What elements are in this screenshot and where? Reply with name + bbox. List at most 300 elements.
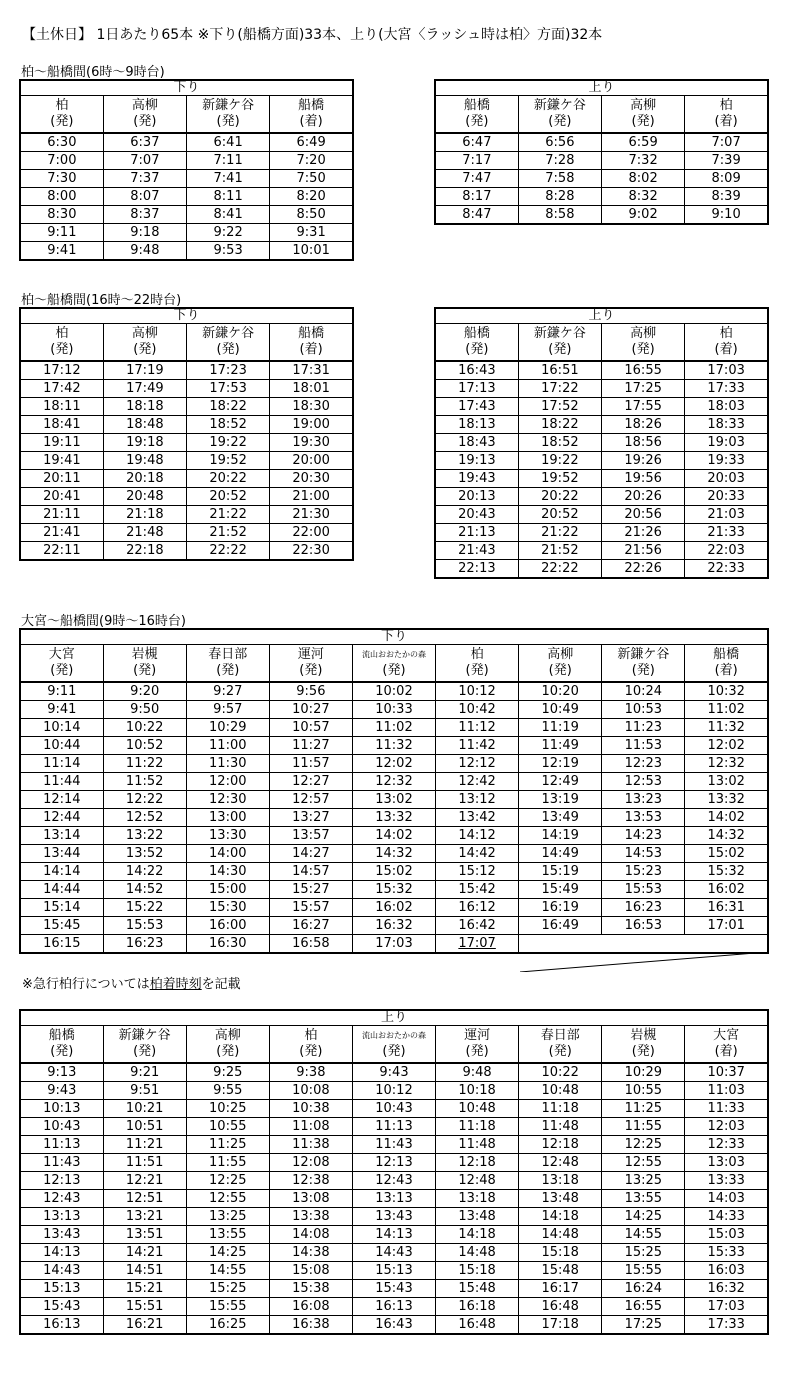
time-cell: 15:33: [685, 1244, 768, 1262]
time-cell: 9:11: [20, 682, 103, 701]
table-row: [20, 1136, 768, 1154]
time-cell: [685, 935, 768, 954]
time-cell: 13:12: [436, 791, 519, 809]
time-cell: 18:52: [187, 416, 270, 434]
time-cell: 14:55: [186, 1262, 269, 1280]
time-cell: 15:55: [186, 1298, 269, 1316]
station-name: 船橋: [463, 98, 490, 113]
station-header: [602, 324, 685, 362]
table-row: [435, 133, 768, 152]
time-cell: 20:52: [187, 488, 270, 506]
time-cell: 14:13: [352, 1226, 435, 1244]
station-name: 柏: [55, 98, 69, 113]
section-title-omiya-funabashi: [21, 610, 186, 629]
time-cell: 14:32: [685, 827, 768, 845]
table-row: [20, 845, 768, 863]
time-cell: 9:27: [186, 682, 269, 701]
time-cell: 18:30: [270, 398, 353, 416]
time-cell: 13:03: [685, 1154, 768, 1172]
time-cell: 8:39: [685, 188, 768, 206]
table-row: [20, 701, 768, 719]
table-row: [20, 152, 353, 170]
time-cell: 13:33: [685, 1172, 768, 1190]
table-row: [435, 524, 768, 542]
time-cell: 8:47: [435, 206, 518, 225]
station-name: 大宮: [48, 647, 75, 662]
time-cell: 10:48: [519, 1082, 602, 1100]
time-cell: 9:56: [269, 682, 352, 701]
schedule-header: 【土休日】 1日あたり65本 ※下り(船橋方面)33本、上り(大宮〈ラッシュ時は柏〉方面)32本: [22, 27, 603, 43]
time-cell: 7:30: [20, 170, 103, 188]
time-cell: 13:48: [519, 1190, 602, 1208]
time-cell: 15:45: [20, 917, 103, 935]
time-cell: 18:26: [602, 416, 685, 434]
time-cell: 22:11: [20, 542, 103, 561]
station-name: 新鎌ケ谷: [617, 647, 670, 662]
time-cell: 14:30: [186, 863, 269, 881]
station-header: [436, 1026, 519, 1064]
time-cell: 14:32: [352, 845, 435, 863]
station-arrival-departure: (発): [216, 1044, 240, 1059]
table-row: [20, 206, 353, 224]
time-cell: 10:22: [103, 719, 186, 737]
time-cell: [519, 935, 602, 954]
station-header: [352, 645, 435, 683]
table-row: [435, 506, 768, 524]
time-cell: 15:43: [20, 1298, 103, 1316]
time-cell: 10:53: [602, 701, 685, 719]
time-cell: 15:53: [103, 917, 186, 935]
time-cell: 16:48: [436, 1316, 519, 1335]
time-cell: 17:18: [519, 1316, 602, 1335]
time-cell: 16:43: [352, 1316, 435, 1335]
time-cell: 14:55: [602, 1226, 685, 1244]
station-arrival-departure: (発): [548, 114, 572, 129]
station-arrival-departure: (着): [714, 114, 738, 129]
station-header: [187, 96, 270, 134]
station-name: 春日部: [540, 1028, 580, 1043]
time-cell: 10:29: [602, 1063, 685, 1082]
time-cell: 17:31: [270, 361, 353, 380]
station-header: [435, 324, 518, 362]
time-cell: 14:18: [436, 1226, 519, 1244]
time-cell: 10:13: [20, 1100, 103, 1118]
time-cell: 9:55: [186, 1082, 269, 1100]
time-cell: 17:53: [187, 380, 270, 398]
time-cell: 8:58: [518, 206, 601, 225]
time-cell: 16:30: [186, 935, 269, 954]
time-cell: 16:00: [186, 917, 269, 935]
time-cell: 17:03: [352, 935, 435, 954]
time-cell: 6:41: [187, 133, 270, 152]
time-cell: 17:07: [436, 935, 519, 954]
station-header: [186, 1026, 269, 1064]
time-cell: 6:30: [20, 133, 103, 152]
time-cell: 12:48: [436, 1172, 519, 1190]
station-name: 新鎌ケ谷: [533, 326, 586, 341]
station-arrival-departure: (着): [299, 342, 323, 357]
time-cell: 20:30: [270, 470, 353, 488]
station-header: [602, 1026, 685, 1064]
time-cell: 9:41: [20, 701, 103, 719]
time-cell: 11:55: [186, 1154, 269, 1172]
time-cell: 17:19: [103, 361, 186, 380]
time-cell: 10:20: [519, 682, 602, 701]
time-cell: 19:18: [103, 434, 186, 452]
time-cell: 14:48: [519, 1226, 602, 1244]
table-row: [20, 1172, 768, 1190]
table-row: [20, 542, 353, 561]
time-cell: 11:55: [602, 1118, 685, 1136]
time-cell: 11:02: [352, 719, 435, 737]
time-cell: 21:43: [435, 542, 518, 560]
time-cell: 11:13: [352, 1118, 435, 1136]
station-header: [685, 1026, 768, 1064]
time-cell: 15:19: [519, 863, 602, 881]
time-cell: 12:38: [269, 1172, 352, 1190]
time-cell: 11:49: [519, 737, 602, 755]
time-cell: 20:18: [103, 470, 186, 488]
time-cell: 15:27: [269, 881, 352, 899]
time-cell: 13:18: [436, 1190, 519, 1208]
time-cell: 22:26: [602, 560, 685, 579]
time-cell: 13:53: [602, 809, 685, 827]
time-cell: 13:02: [685, 773, 768, 791]
time-cell: 14:25: [186, 1244, 269, 1262]
time-cell: 19:33: [685, 452, 768, 470]
time-cell: 12:25: [602, 1136, 685, 1154]
table-row: [20, 170, 353, 188]
time-cell: 14:57: [269, 863, 352, 881]
time-cell: 9:22: [187, 224, 270, 242]
time-cell: 17:13: [435, 380, 518, 398]
table-row: [20, 488, 353, 506]
time-cell: 11:43: [20, 1154, 103, 1172]
time-cell: 11:27: [269, 737, 352, 755]
station-arrival-departure: (発): [216, 342, 240, 357]
time-cell: 11:12: [436, 719, 519, 737]
time-cell: 7:41: [187, 170, 270, 188]
time-cell: 17:42: [20, 380, 103, 398]
time-cell: 14:19: [519, 827, 602, 845]
time-cell: 11:25: [602, 1100, 685, 1118]
time-cell: 19:22: [518, 452, 601, 470]
table-row: [20, 380, 353, 398]
station-name: 船橋: [463, 326, 490, 341]
time-cell: 11:44: [20, 773, 103, 791]
timetable-funabashi-omiya-up: [19, 1009, 769, 1335]
time-cell: 20:03: [685, 470, 768, 488]
time-cell: 12:43: [352, 1172, 435, 1190]
time-cell: 12:32: [685, 755, 768, 773]
time-cell: 9:13: [20, 1063, 103, 1082]
table-row: [20, 224, 353, 242]
time-cell: 19:30: [270, 434, 353, 452]
time-cell: 22:30: [270, 542, 353, 561]
table-row: [435, 488, 768, 506]
time-cell: 17:55: [602, 398, 685, 416]
table-row: [435, 152, 768, 170]
time-cell: 20:00: [270, 452, 353, 470]
time-cell: 11:48: [519, 1118, 602, 1136]
time-cell: 16:55: [602, 1298, 685, 1316]
time-cell: 15:18: [436, 1262, 519, 1280]
time-cell: 22:13: [435, 560, 518, 579]
time-cell: 11:08: [269, 1118, 352, 1136]
time-cell: 12:22: [103, 791, 186, 809]
station-name: 岩槻: [131, 647, 158, 662]
time-cell: 15:08: [269, 1262, 352, 1280]
time-cell: 12:19: [519, 755, 602, 773]
station-arrival-departure: (発): [50, 342, 74, 357]
time-cell: 7:32: [602, 152, 685, 170]
time-cell: 9:02: [602, 206, 685, 225]
time-cell: 14:49: [519, 845, 602, 863]
station-arrival-departure: (発): [133, 114, 157, 129]
station-header: [270, 96, 353, 134]
time-cell: 6:59: [602, 133, 685, 152]
time-cell: 9:53: [187, 242, 270, 261]
station-name: 柏: [719, 326, 733, 341]
time-cell: 14:08: [269, 1226, 352, 1244]
time-cell: 8:11: [187, 188, 270, 206]
time-cell: 15:03: [685, 1226, 768, 1244]
station-name: 高柳: [547, 647, 574, 662]
station-header: [685, 645, 768, 683]
time-cell: 12:14: [20, 791, 103, 809]
time-cell: 12:55: [186, 1190, 269, 1208]
table-row: [20, 935, 768, 954]
time-cell: 17:43: [435, 398, 518, 416]
time-cell: 19:13: [435, 452, 518, 470]
station-name: 高柳: [630, 326, 657, 341]
time-cell: 20:43: [435, 506, 518, 524]
time-cell: 8:32: [602, 188, 685, 206]
time-cell: 15:13: [20, 1280, 103, 1298]
table-row: [20, 827, 768, 845]
time-cell: 7:50: [270, 170, 353, 188]
time-cell: 13:23: [602, 791, 685, 809]
section-title-text: 柏～船橋間(16時～22時台): [21, 293, 182, 308]
time-cell: 15:21: [103, 1280, 186, 1298]
time-cell: 20:52: [518, 506, 601, 524]
table-row: [20, 1118, 768, 1136]
time-cell: 14:03: [685, 1190, 768, 1208]
time-cell: 19:22: [187, 434, 270, 452]
table-row: [20, 682, 768, 701]
time-cell: 18:22: [187, 398, 270, 416]
time-cell: 20:22: [518, 488, 601, 506]
time-cell: 17:25: [602, 380, 685, 398]
time-cell: 15:25: [186, 1280, 269, 1298]
time-cell: 22:00: [270, 524, 353, 542]
time-cell: 18:18: [103, 398, 186, 416]
time-cell: 21:56: [602, 542, 685, 560]
time-cell: 9:25: [186, 1063, 269, 1082]
time-cell: 12:49: [519, 773, 602, 791]
station-arrival-departure: (着): [714, 342, 738, 357]
time-cell: 13:49: [519, 809, 602, 827]
time-cell: 15:14: [20, 899, 103, 917]
table-row: [20, 416, 353, 434]
station-arrival-departure: (発): [465, 114, 489, 129]
direction-label: 下り: [20, 308, 353, 324]
direction-label: 下り: [20, 80, 353, 96]
time-cell: 11:18: [519, 1100, 602, 1118]
time-cell: 11:42: [436, 737, 519, 755]
time-cell: 7:37: [103, 170, 186, 188]
table-row: [20, 863, 768, 881]
station-header: [685, 324, 768, 362]
time-cell: 18:48: [103, 416, 186, 434]
time-cell: 15:25: [602, 1244, 685, 1262]
time-cell: 16:15: [20, 935, 103, 954]
time-cell: 14:42: [436, 845, 519, 863]
time-cell: 9:11: [20, 224, 103, 242]
time-cell: 15:57: [269, 899, 352, 917]
time-cell: 16:49: [519, 917, 602, 935]
station-arrival-departure: (着): [299, 114, 323, 129]
station-arrival-departure: (発): [299, 663, 323, 678]
time-cell: 8:07: [103, 188, 186, 206]
time-cell: 8:30: [20, 206, 103, 224]
time-cell: 13:51: [103, 1226, 186, 1244]
time-cell: 13:32: [352, 809, 435, 827]
time-cell: 18:43: [435, 434, 518, 452]
time-cell: 10:12: [352, 1082, 435, 1100]
station-header: [20, 324, 103, 362]
station-header: [186, 645, 269, 683]
station-arrival-departure: (発): [631, 663, 655, 678]
time-cell: 12:08: [269, 1154, 352, 1172]
time-cell: 21:30: [270, 506, 353, 524]
time-cell: 16:13: [352, 1298, 435, 1316]
station-arrival-departure: (発): [548, 663, 572, 678]
time-cell: 10:43: [352, 1100, 435, 1118]
time-cell: 21:52: [187, 524, 270, 542]
time-cell: 21:18: [103, 506, 186, 524]
station-header: [20, 1026, 103, 1064]
time-cell: 17:23: [187, 361, 270, 380]
time-cell: 17:49: [103, 380, 186, 398]
time-cell: 14:53: [602, 845, 685, 863]
time-cell: 17:52: [518, 398, 601, 416]
table-row: [20, 773, 768, 791]
time-cell: 19:00: [270, 416, 353, 434]
time-cell: 16:43: [435, 361, 518, 380]
station-header: [436, 645, 519, 683]
time-cell: 8:09: [685, 170, 768, 188]
time-cell: 20:11: [20, 470, 103, 488]
time-cell: 9:10: [685, 206, 768, 225]
time-cell: 8:28: [518, 188, 601, 206]
station-name: 春日部: [208, 647, 248, 662]
time-cell: 22:03: [685, 542, 768, 560]
station-name: 高柳: [630, 98, 657, 113]
time-cell: 10:18: [436, 1082, 519, 1100]
time-cell: 13:13: [20, 1208, 103, 1226]
time-cell: 15:22: [103, 899, 186, 917]
table-row: [20, 1190, 768, 1208]
time-cell: 15:30: [186, 899, 269, 917]
time-cell: 10:55: [186, 1118, 269, 1136]
note-text-post: を記載: [201, 977, 241, 992]
station-arrival-departure: (発): [382, 1044, 406, 1059]
time-cell: 13:55: [186, 1226, 269, 1244]
time-cell: 14:44: [20, 881, 103, 899]
table-row: [20, 1100, 768, 1118]
time-cell: 14:18: [519, 1208, 602, 1226]
time-cell: 7:20: [270, 152, 353, 170]
time-cell: 19:52: [518, 470, 601, 488]
time-cell: 15:48: [519, 1262, 602, 1280]
time-cell: 18:22: [518, 416, 601, 434]
time-cell: 13:42: [436, 809, 519, 827]
table-row: [20, 242, 353, 261]
table-row: [435, 188, 768, 206]
time-cell: 16:23: [103, 935, 186, 954]
time-cell: 16:25: [186, 1316, 269, 1335]
time-cell: 20:48: [103, 488, 186, 506]
time-cell: 14:51: [103, 1262, 186, 1280]
time-cell: 12:23: [602, 755, 685, 773]
direction-label: 上り: [435, 308, 768, 324]
time-cell: 9:20: [103, 682, 186, 701]
time-cell: 12:21: [103, 1172, 186, 1190]
station-arrival-departure: (発): [382, 663, 406, 678]
time-cell: 9:43: [352, 1063, 435, 1082]
time-cell: 15:43: [352, 1280, 435, 1298]
time-cell: 12:12: [436, 755, 519, 773]
time-cell: 10:02: [352, 682, 435, 701]
time-cell: 17:33: [685, 1316, 768, 1335]
time-cell: 20:56: [602, 506, 685, 524]
time-cell: 21:52: [518, 542, 601, 560]
time-cell: 6:47: [435, 133, 518, 152]
table-row: [20, 917, 768, 935]
station-name: 新鎌ケ谷: [118, 1028, 171, 1043]
time-cell: 10:57: [269, 719, 352, 737]
time-cell: 15:02: [352, 863, 435, 881]
table-row: [20, 434, 353, 452]
time-cell: 15:51: [103, 1298, 186, 1316]
note-text-pre: ※急行柏行については: [22, 977, 150, 992]
time-cell: 15:48: [436, 1280, 519, 1298]
time-cell: 14:00: [186, 845, 269, 863]
station-arrival-departure: (発): [133, 1044, 157, 1059]
time-cell: 8:17: [435, 188, 518, 206]
time-cell: 21:03: [685, 506, 768, 524]
time-cell: 21:11: [20, 506, 103, 524]
time-cell: 19:41: [20, 452, 103, 470]
time-cell: 15:38: [269, 1280, 352, 1298]
station-arrival-departure: (発): [465, 342, 489, 357]
time-cell: 10:51: [103, 1118, 186, 1136]
station-name: 流山おおたかの森: [361, 1031, 426, 1040]
table-row: [435, 206, 768, 225]
time-cell: 9:38: [269, 1063, 352, 1082]
station-arrival-departure: (発): [50, 663, 74, 678]
table-row: [20, 470, 353, 488]
station-arrival-departure: (発): [216, 663, 240, 678]
time-cell: 19:43: [435, 470, 518, 488]
time-cell: 16:55: [602, 361, 685, 380]
table-row: [20, 1154, 768, 1172]
time-cell: 8:02: [602, 170, 685, 188]
time-cell: 12:02: [352, 755, 435, 773]
time-cell: 16:58: [269, 935, 352, 954]
time-cell: 11:03: [685, 1082, 768, 1100]
